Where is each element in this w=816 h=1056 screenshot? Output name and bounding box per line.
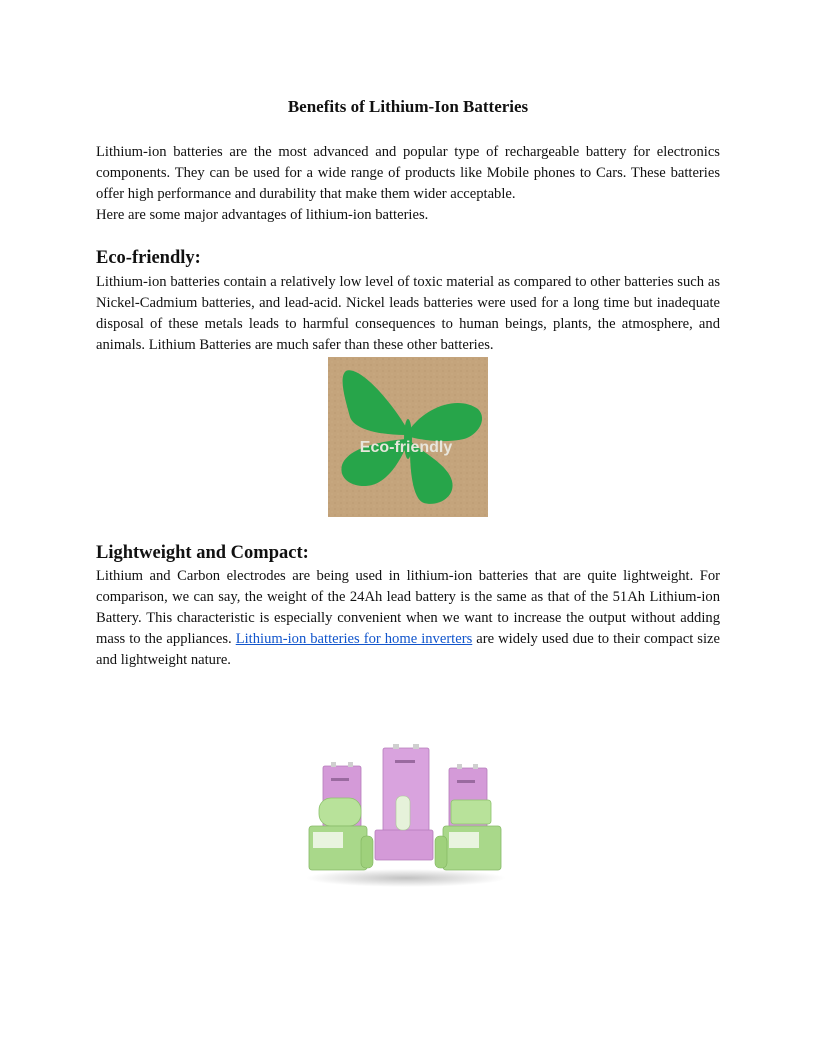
eco-friendly-image-label: Eco-friendly	[359, 439, 453, 456]
home-inverters-link[interactable]: Lithium-ion batteries for home inverters	[235, 631, 473, 647]
eco-friendly-paragraph: Lithium-ion batteries contain a relatively low level of toxic material as compared to other batteries such as Nickel-Cadmium batteries, and lead-acid. Nickel leads batteries were used for a long time but inadequate disposal of these metals leads to harmful consequences to human beings, plants, the atmosphere, and animals. Lithium Batteries are much safer than these other batteries.	[96, 274, 720, 353]
lightweight-text-before-link: Lithium and Carbon electrodes are being used in lithium-ion batteries that are quite lightweight. For comparison, we can say, the weight of the 24Ah lead battery is the same as that of the 51Ah Lithium-ion Battery. This characteristic is especially convenient when we want to increase the output without adding mass to the appliances.	[96, 568, 720, 647]
lightweight-paragraph	[96, 566, 720, 671]
intro-paragraph: Lithium-ion batteries are the most advanced and popular type of rechargeable battery for electronics components. They can be used for a wide range of products like Mobile phones to Cars. These batteries offer high performance and durability that make them wider acceptable.	[96, 144, 720, 202]
lithium-battery-packs-image	[301, 738, 511, 888]
eco-friendly-heading: Eco-friendly:	[96, 248, 201, 268]
lightweight-heading: Lightweight and Compact:	[96, 543, 309, 563]
eco-friendly-butterfly-image	[328, 357, 488, 517]
intro-lead-in: Here are some major advantages of lithium-ion batteries.	[96, 207, 429, 223]
lightweight-text-after-link: are widely used due to their compact size and lightweight nature.	[96, 631, 720, 668]
document-title: Benefits of Lithium-Ion Batteries	[287, 97, 529, 116]
